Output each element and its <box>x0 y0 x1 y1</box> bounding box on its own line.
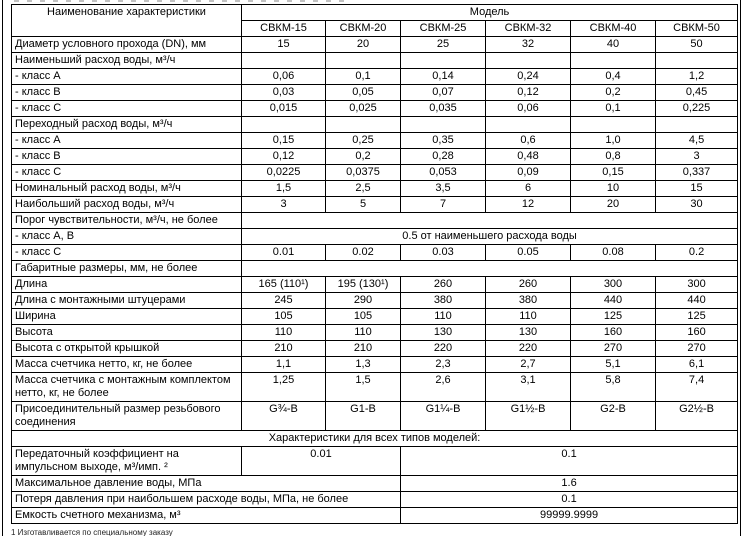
table-row <box>12 309 738 325</box>
row-label: Длина с монтажными штуцерами <box>12 293 242 309</box>
table-row <box>12 197 738 213</box>
section-row <box>12 53 738 69</box>
footnote: 1 Изготавливается по специальному заказу <box>11 528 173 536</box>
cell-value: 1,1 <box>242 357 326 373</box>
cell-value: 440 <box>656 293 738 309</box>
cell-value: 0,015 <box>242 101 326 117</box>
cell-value: G2-B <box>571 402 656 431</box>
cell-value: 220 <box>486 341 571 357</box>
table-row <box>12 508 738 524</box>
header-row-1 <box>12 5 738 21</box>
page-frame-line-right <box>740 0 741 536</box>
table-row <box>12 165 738 181</box>
cell-empty <box>656 53 738 69</box>
cell-value: 380 <box>486 293 571 309</box>
cell-value: 0,28 <box>401 149 486 165</box>
cell-value: 5 <box>326 197 401 213</box>
cell-value: G2½-B <box>656 402 738 431</box>
cell-value: 105 <box>242 309 326 325</box>
model-header-cell: Модель <box>242 5 738 21</box>
row-label: Наименьший расход воды, м³/ч <box>12 53 242 69</box>
cell-empty <box>242 53 326 69</box>
cell-value: G1¼-B <box>401 402 486 431</box>
cell-empty <box>486 53 571 69</box>
row-label: - класс С <box>12 245 242 261</box>
model-name-cell: СВКМ-50 <box>656 21 738 37</box>
row-label: Емкость счетного механизма, м³ <box>12 508 401 524</box>
row-label: Диаметр условного прохода (DN), мм <box>12 37 242 53</box>
row-label: - класс С <box>12 165 242 181</box>
cell-value: 0,8 <box>571 149 656 165</box>
spec-table <box>11 4 738 524</box>
cell-value: 15 <box>656 181 738 197</box>
table-row <box>12 101 738 117</box>
cell-value: G¾-B <box>242 402 326 431</box>
cell-value: 105 <box>326 309 401 325</box>
cell-value: 1,3 <box>326 357 401 373</box>
table-row <box>12 69 738 85</box>
cell-value: 0,2 <box>571 85 656 101</box>
cell-value: 6 <box>486 181 571 197</box>
row-label: Номинальный расход воды, м³/ч <box>12 181 242 197</box>
cell-value: 0,225 <box>656 101 738 117</box>
cell-value: 0.08 <box>571 245 656 261</box>
cell-value: 20 <box>571 197 656 213</box>
cell-value: 0.05 <box>486 245 571 261</box>
table-row <box>12 325 738 341</box>
cell-value: 220 <box>401 341 486 357</box>
cell-value: 0,053 <box>401 165 486 181</box>
cell-empty <box>571 53 656 69</box>
cell-empty <box>656 117 738 133</box>
cell-value: 290 <box>326 293 401 309</box>
cell-value: 1,25 <box>242 373 326 402</box>
cell-empty <box>401 117 486 133</box>
model-name-cell: СВКМ-15 <box>242 21 326 37</box>
cell-value: 30 <box>656 197 738 213</box>
cell-value: 0,15 <box>571 165 656 181</box>
table-row <box>12 245 738 261</box>
cell-value: 0,24 <box>486 69 571 85</box>
cell-value: 160 <box>571 325 656 341</box>
cell-value: 12 <box>486 197 571 213</box>
table-row <box>12 341 738 357</box>
row-label: Масса счетчика с монтажным комплектом нетто, кг, не более <box>12 373 242 402</box>
table-row <box>12 37 738 53</box>
cell-value: 7,4 <box>656 373 738 402</box>
cell-value: 245 <box>242 293 326 309</box>
row-label: - класс А, В <box>12 229 242 245</box>
cell-value: G1½-B <box>486 402 571 431</box>
cell-empty <box>326 117 401 133</box>
cell-merged-value: 0.1 <box>401 492 738 508</box>
cell-value: 0,25 <box>326 133 401 149</box>
cell-value: 2,3 <box>401 357 486 373</box>
cell-value: 3 <box>656 149 738 165</box>
cell-value: 1,0 <box>571 133 656 149</box>
cell-value: 160 <box>656 325 738 341</box>
row-label: Габаритные размеры, мм, не более <box>12 261 242 277</box>
table-row <box>12 229 738 245</box>
cell-value: G1-B <box>326 402 401 431</box>
table-row <box>12 181 738 197</box>
cell-value: 0,15 <box>242 133 326 149</box>
table-row <box>12 133 738 149</box>
cell-value: 0.02 <box>326 245 401 261</box>
row-label: - класс В <box>12 149 242 165</box>
table-row <box>12 402 738 431</box>
row-label: - класс А <box>12 69 242 85</box>
cell-value: 32 <box>486 37 571 53</box>
cell-value: 270 <box>571 341 656 357</box>
row-label: Передаточный коэффициент на импульсном выходе, м³/имп. ² <box>12 447 242 476</box>
row-label: Высота с открытой крышкой <box>12 341 242 357</box>
cell-value: 0,07 <box>401 85 486 101</box>
section-row <box>12 117 738 133</box>
cell-value: 0,06 <box>242 69 326 85</box>
cell-value: 0,025 <box>326 101 401 117</box>
table-row <box>12 85 738 101</box>
cell-value: 0.03 <box>401 245 486 261</box>
cell-value: 6,1 <box>656 357 738 373</box>
cell-merged-empty <box>242 261 738 277</box>
row-label: Максимальное давление воды, МПа <box>12 476 401 492</box>
cell-value: 0,035 <box>401 101 486 117</box>
cell-value: 1,2 <box>656 69 738 85</box>
cell-value: 0,12 <box>486 85 571 101</box>
cell-value: 195 (130¹) <box>326 277 401 293</box>
cell-value: 380 <box>401 293 486 309</box>
cell-value: 15 <box>242 37 326 53</box>
cell-value: 165 (110¹) <box>242 277 326 293</box>
cell-value: 25 <box>401 37 486 53</box>
cell-value: 50 <box>656 37 738 53</box>
cell-empty <box>571 117 656 133</box>
section-row <box>12 261 738 277</box>
row-label: Порог чувствительности, м³/ч, не более <box>12 213 242 229</box>
cell-value: 0,06 <box>486 101 571 117</box>
row-label: Длина <box>12 277 242 293</box>
row-label: Потеря давления при наибольшем расходе воды, МПа, не более <box>12 492 401 508</box>
model-name-cell: СВКМ-40 <box>571 21 656 37</box>
section-row <box>12 213 738 229</box>
cell-value: 0,45 <box>656 85 738 101</box>
cell-empty <box>242 117 326 133</box>
cell-empty <box>401 53 486 69</box>
cell-value: 300 <box>656 277 738 293</box>
cell-empty <box>486 117 571 133</box>
cell-value: 125 <box>656 309 738 325</box>
clipped-text-artifact <box>14 0 344 2</box>
table-row <box>12 476 738 492</box>
model-name-cell: СВКМ-20 <box>326 21 401 37</box>
cell-value: 110 <box>486 309 571 325</box>
row-label: Присоединительный размер резьбового соединения <box>12 402 242 431</box>
corner-header-cell: Наименование характеристики <box>12 5 242 37</box>
cell-value: 0,05 <box>326 85 401 101</box>
cell-value: 440 <box>571 293 656 309</box>
cell-value: 0,03 <box>242 85 326 101</box>
table-row <box>12 293 738 309</box>
cell-value: 4,5 <box>656 133 738 149</box>
cell-value: 0,1 <box>571 101 656 117</box>
cell-value: 130 <box>486 325 571 341</box>
cell-value: 3,5 <box>401 181 486 197</box>
row-label: - класс С <box>12 101 242 117</box>
row-label: Переходный расход воды, м³/ч <box>12 117 242 133</box>
cell-value: 10 <box>571 181 656 197</box>
row-label: - класс А <box>12 133 242 149</box>
cell-merged-value: 0.01 <box>242 447 401 476</box>
cell-value: 260 <box>401 277 486 293</box>
cell-merged-value: 0.5 от наименьшего расхода воды <box>242 229 738 245</box>
cell-empty <box>326 53 401 69</box>
cell-merged-empty <box>242 213 738 229</box>
row-label: Масса счетчика нетто, кг, не более <box>12 357 242 373</box>
cell-value: 110 <box>401 309 486 325</box>
cell-merged-value: 1.6 <box>401 476 738 492</box>
table-row <box>12 447 738 476</box>
page-frame-line-left <box>2 0 3 536</box>
cell-value: 2,7 <box>486 357 571 373</box>
section-title-row <box>12 431 738 447</box>
table-row <box>12 492 738 508</box>
cell-value: 0,2 <box>326 149 401 165</box>
row-label: Высота <box>12 325 242 341</box>
cell-value: 0,337 <box>656 165 738 181</box>
cell-value: 0,0225 <box>242 165 326 181</box>
model-name-cell: СВКМ-25 <box>401 21 486 37</box>
cell-value: 0,1 <box>326 69 401 85</box>
cell-value: 130 <box>401 325 486 341</box>
cell-value: 0,35 <box>401 133 486 149</box>
cell-value: 1,5 <box>326 373 401 402</box>
cell-value: 260 <box>486 277 571 293</box>
table-row <box>12 357 738 373</box>
row-label: Ширина <box>12 309 242 325</box>
cell-value: 1,5 <box>242 181 326 197</box>
row-label: - класс В <box>12 85 242 101</box>
cell-value: 0,48 <box>486 149 571 165</box>
cell-value: 0.01 <box>242 245 326 261</box>
cell-value: 0,12 <box>242 149 326 165</box>
cell-value: 20 <box>326 37 401 53</box>
cell-value: 2,6 <box>401 373 486 402</box>
row-label: Наибольший расход воды, м³/ч <box>12 197 242 213</box>
cell-value: 5,1 <box>571 357 656 373</box>
cell-value: 110 <box>242 325 326 341</box>
cell-value: 3,1 <box>486 373 571 402</box>
cell-merged-value: 0.1 <box>401 447 738 476</box>
table-row <box>12 149 738 165</box>
cell-merged-value: 99999.9999 <box>401 508 738 524</box>
cell-value: 210 <box>326 341 401 357</box>
cell-value: 0.2 <box>656 245 738 261</box>
section-title-cell: Характеристики для всех типов моделей: <box>12 431 738 447</box>
cell-value: 7 <box>401 197 486 213</box>
cell-value: 300 <box>571 277 656 293</box>
cell-value: 0,6 <box>486 133 571 149</box>
cell-value: 3 <box>242 197 326 213</box>
cell-value: 0,14 <box>401 69 486 85</box>
cell-value: 125 <box>571 309 656 325</box>
cell-value: 210 <box>242 341 326 357</box>
cell-value: 0,0375 <box>326 165 401 181</box>
cell-value: 0,09 <box>486 165 571 181</box>
cell-value: 110 <box>326 325 401 341</box>
cell-value: 5,8 <box>571 373 656 402</box>
cell-value: 270 <box>656 341 738 357</box>
table-row <box>12 373 738 402</box>
cell-value: 0,4 <box>571 69 656 85</box>
model-name-cell: СВКМ-32 <box>486 21 571 37</box>
cell-value: 40 <box>571 37 656 53</box>
table-row <box>12 277 738 293</box>
cell-value: 2,5 <box>326 181 401 197</box>
